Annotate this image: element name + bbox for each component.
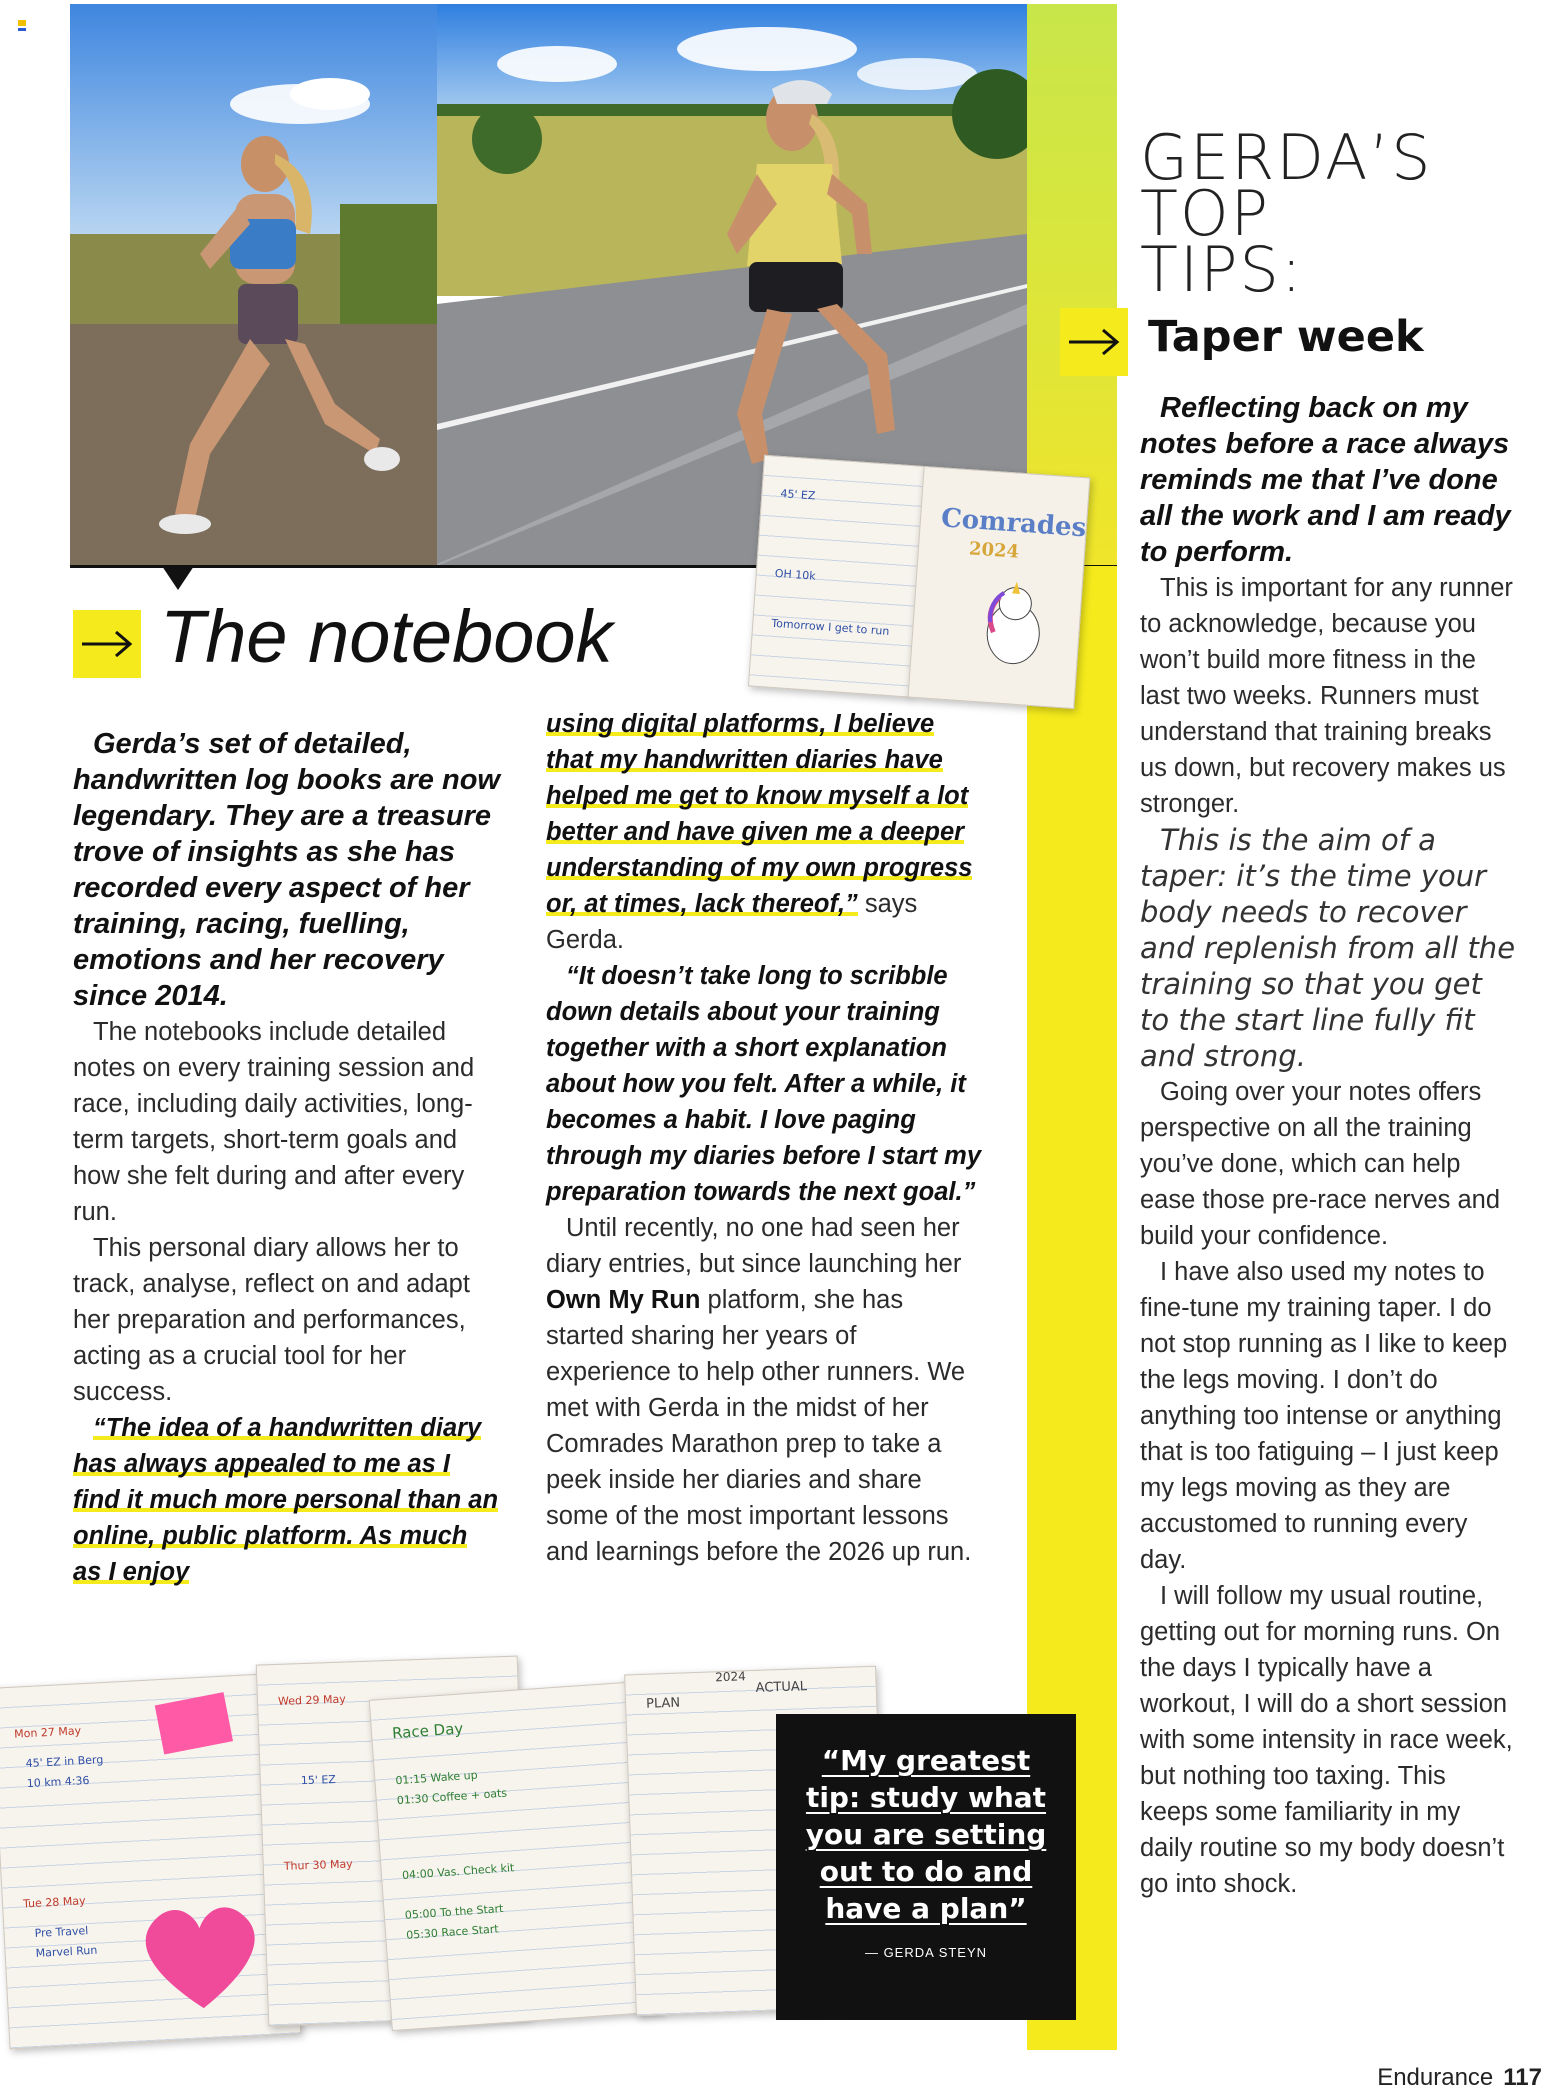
own-my-run-name: Own My Run: [546, 1286, 701, 1314]
notebook-heading: The notebook: [160, 595, 613, 678]
tips-heading-line-2: TOP: [1140, 177, 1271, 250]
diary-page-race-day: Race Day 01:15 Wake up 01:30 Coffee + oats 04:00 Vas. Check kit 05:00 To the Start 05:30 Race Start: [369, 1681, 663, 2031]
notebook-paragraph-1: The notebooks include detailed notes on every training session and race, including daily activities, long-term targets, short-term goals and how she felt during and after every run.: [73, 1018, 475, 1226]
diary-cover-year: 2024: [968, 538, 1020, 563]
p3-after: platform, she has started sharing her years of experience to help other runners. We met with Gerda in the midst of her Comrades Marathon prep to take a peek inside her diaries and share some of the most important lessons and learnings before the 2026 up run.: [546, 1286, 972, 1566]
notebook-quote-cont-text: using digital platforms, I believe that my handwritten diaries have helped me get to know myself a lot better and have given me a deeper understanding of my own progress or, at times, lack thereof,”: [546, 710, 973, 918]
notebook-quote-start-text: “The idea of a handwritten diary has always appealed to me as I find it much more personal than an online, public platform. As much as I enjoy: [73, 1414, 499, 1586]
corner-mark: [18, 20, 26, 26]
actual-label: ACTUAL: [755, 1679, 808, 1696]
notebook-quote-start: [73, 1410, 501, 1590]
diary-cover-page: [908, 466, 1091, 709]
race-day-label: Race Day: [391, 1719, 464, 1743]
taper-paragraph-4: I have also used my notes to fine-tune my training taper. I do not stop running as I like to keep the legs moving. I don’t do anything too intense or anything that is too fatiguing – I just keep my legs moving as they are accustomed to running every day.: [1140, 1258, 1508, 1574]
diary-page-may-27: Mon 27 May 45' EZ in Berg 10 km 4:36 Tue 28 May Pre Travel Marvel Run: [0, 1673, 301, 2050]
page-footer: [1377, 2064, 1542, 2092]
p3-before: Until recently, no one had seen her diary entries, but since launching her: [546, 1214, 962, 1278]
pull-quote-author: — GERDA STEYN: [864, 1945, 988, 1960]
notebook-arrow-box: [73, 610, 141, 678]
diary-cover-title: Comrades: [940, 503, 1088, 544]
page-number: 117: [1503, 2064, 1542, 2091]
column-3: [1140, 390, 1518, 1902]
diary-photo-top: [747, 455, 1094, 727]
taper-arrow-box: [1060, 308, 1128, 376]
notebook-paragraph-3: [546, 1210, 986, 1570]
tips-heading-line-1: GERDA’S: [1140, 121, 1433, 194]
diary-left-page: 45' EZ OH 10k Tomorrow I get to run: [748, 455, 926, 698]
arrow-right-icon: [80, 629, 134, 659]
heart-sticker-icon: [133, 1895, 269, 2022]
taper-paragraph-1: This is important for any runner to acknowledge, because you won’t build more fitness in the last two weeks. Runners must understand that training breaks us down, but recovery makes us stronger.: [1140, 574, 1513, 818]
tips-heading-line-3: TIPS:: [1140, 233, 1304, 306]
unicorn-sticker-icon: [970, 571, 1057, 686]
notebook-paragraph-2: This personal diary allows her to track, analyse, reflect on and adapt her preparation and performances, acting as a crucial tool for her success.: [73, 1234, 470, 1406]
notebook-lead: Gerda’s set of detailed, handwritten log books are now legendary. They are a treasure trove of insights as she has recorded every aspect of her training, racing, fuelling, emotions and her recovery since 2014.: [73, 728, 500, 1012]
column-2: [546, 706, 986, 1570]
photo-pointer: [162, 566, 194, 590]
pull-quote: [776, 1714, 1076, 2020]
says-gerda: says Gerda.: [546, 890, 918, 954]
runner-photo-left: [70, 4, 437, 566]
pull-quote-text: “My greatest tip: study what you are setting out to do and have a plan”: [805, 1744, 1047, 1925]
magazine-name: Endurance: [1377, 2064, 1494, 2091]
diary-page-may-29: Wed 29 May 15' EZ Thur 30 May: [256, 1656, 530, 2027]
taper-paragraph-5: I will follow my usual routine, getting out for morning runs. On the days I typically have a workout, I will do a short session with some intensity in race week, but nothing too taxing. This keeps some familiarity in my daily routine so my body doesn’t go into shock.: [1140, 1582, 1513, 1898]
taper-lead: Reflecting back on my notes before a race always reminds me that I’ve done all the work and I am ready to perform.: [1140, 392, 1511, 568]
notebook-quote-continued: [546, 706, 986, 958]
tips-heading: [1140, 121, 1433, 306]
corner-mark-blue: [18, 28, 26, 31]
taper-paragraph-3: Going over your notes offers perspective on all the training you’ve done, which can help ease those pre-race nerves and build your confidence.: [1140, 1078, 1501, 1250]
taper-heading: Taper week: [1148, 312, 1424, 362]
plan-label: PLAN: [645, 1695, 681, 1712]
plan-year: 2024: [715, 1669, 747, 1685]
column-1: [73, 726, 501, 1590]
pink-sticky-note: [155, 1692, 233, 1754]
notebook-quote-2: “It doesn’t take long to scribble down details about your training together with a short explanation about how you felt. After a while, it becomes a habit. I love paging through my diaries before I start my preparation towards the next goal.”: [546, 962, 982, 1206]
arrow-right-icon: [1067, 327, 1121, 357]
taper-paragraph-2: This is the aim of a taper: it’s the time your body needs to recover and replenish from all the training so that you get to the start line fully fit and strong.: [1140, 823, 1516, 1073]
